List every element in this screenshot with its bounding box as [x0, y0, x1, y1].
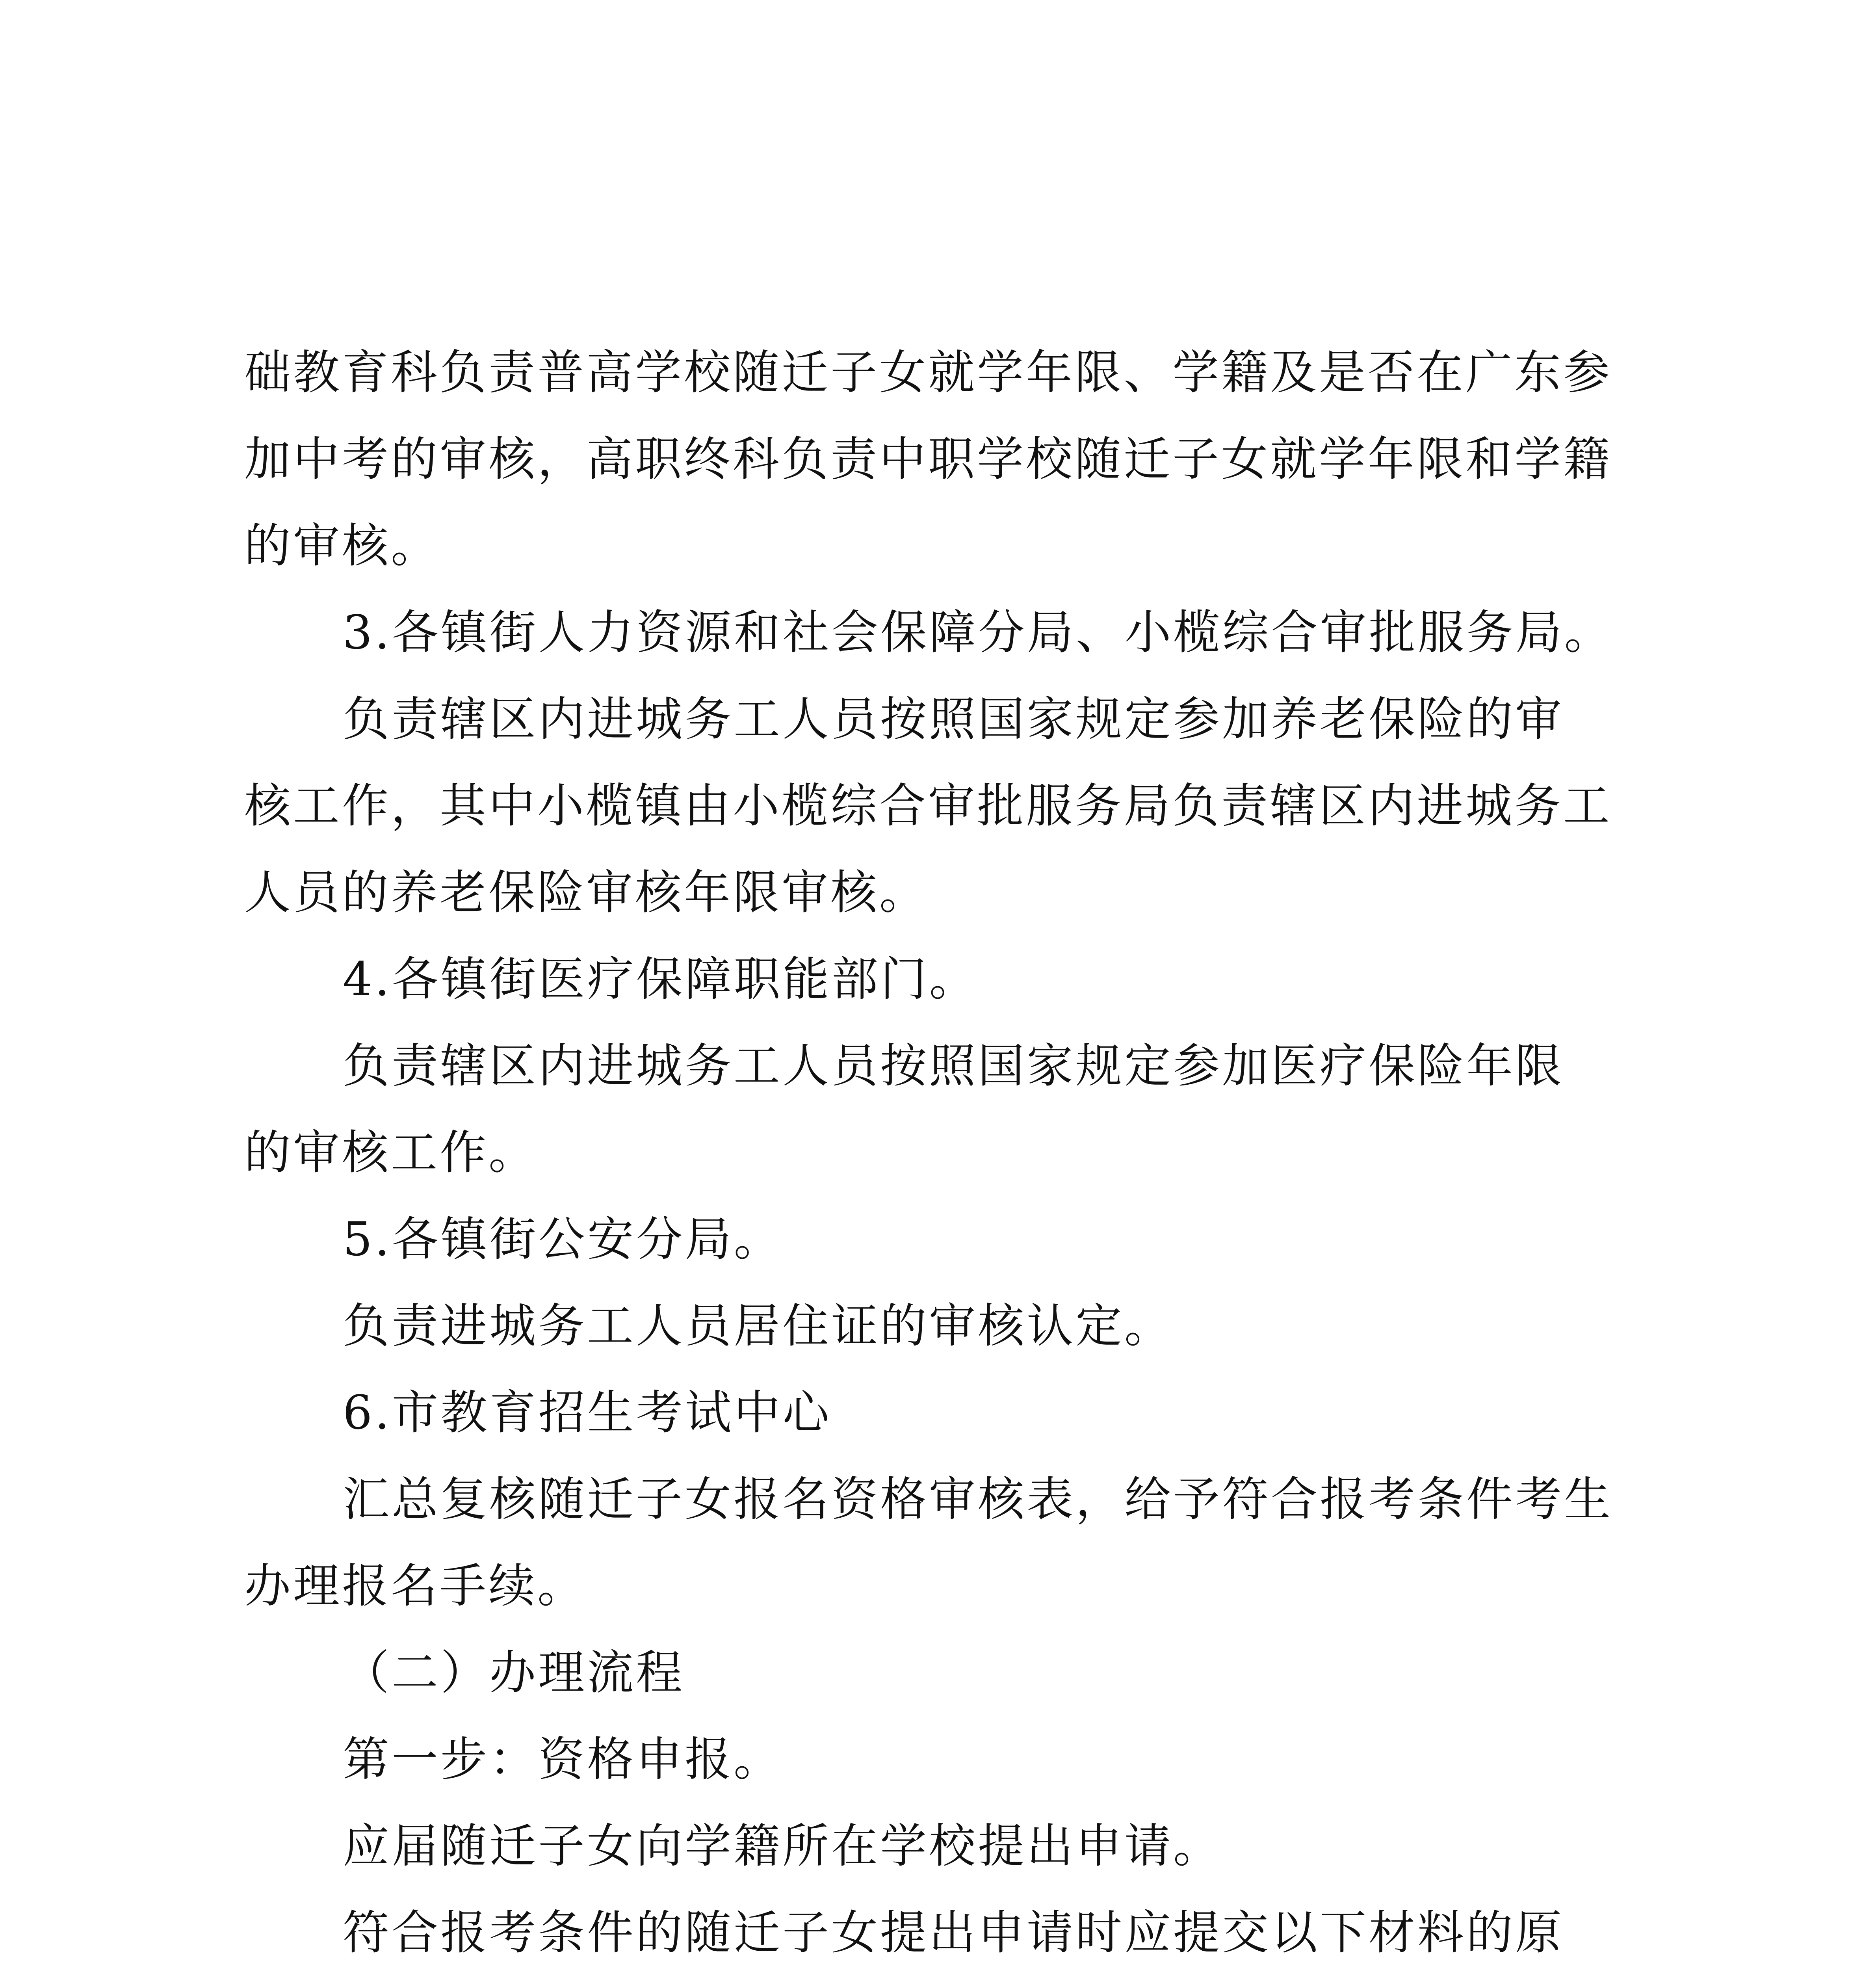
text-line-6: 核工作，其中小榄镇由小榄综合审批服务局负责辖区内进城务工 — [244, 779, 1612, 833]
section-heading-3: 3.各镇街人力资源和社会保障分局、小榄综合审批服务局。 — [343, 605, 1613, 660]
text-line-2: 加中考的审核，高职终科负责中职学校随迁子女就学年限和学籍 — [244, 432, 1612, 486]
text-line-19: 符合报考条件的随迁子女提出申请时应提交以下材料的原 — [343, 1905, 1564, 1960]
section-heading-6: 6.市教育招生考试中心 — [343, 1385, 832, 1440]
subsection-heading-process: （二）办理流程 — [343, 1645, 685, 1700]
section-heading-5: 5.各镇街公安分局。 — [343, 1212, 783, 1266]
text-line-7: 人员的养老保险审核年限审核。 — [244, 865, 929, 920]
text-line-3: 的审核。 — [244, 519, 440, 573]
text-line-15: 办理报名手续。 — [244, 1559, 587, 1613]
text-line-9: 负责辖区内进城务工人员按照国家规定参加医疗保险年限 — [343, 1039, 1564, 1093]
text-line-1: 础教育科负责普高学校随迁子女就学年限、学籍及是否在广东参 — [244, 345, 1612, 400]
text-line-18: 应届随迁子女向学籍所在学校提出申请。 — [343, 1819, 1222, 1873]
text-line-14: 汇总复核随迁子女报名资格审核表，给予符合报考条件考生 — [343, 1472, 1613, 1526]
text-line-10: 的审核工作。 — [244, 1125, 538, 1180]
text-line-5: 负责辖区内进城务工人员按照国家规定参加养老保险的审 — [343, 692, 1564, 746]
step-heading-1: 第一步：资格申报。 — [343, 1732, 783, 1786]
text-line-12: 负责进城务工人员居住证的审核认定。 — [343, 1299, 1174, 1353]
section-heading-4: 4.各镇街医疗保障职能部门。 — [343, 952, 978, 1006]
